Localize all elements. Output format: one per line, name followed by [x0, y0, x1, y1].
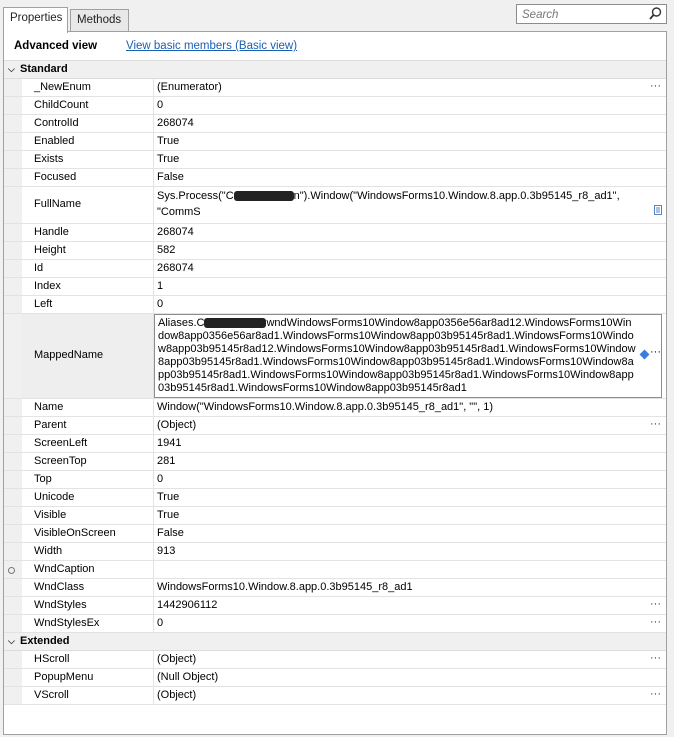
property-name: PopupMenu [34, 671, 94, 683]
property-row-left[interactable] [4, 296, 666, 314]
property-value[interactable]: 1442906112 [157, 599, 218, 611]
standard-rows-3 [4, 399, 666, 633]
property-name: VisibleOnScreen [34, 527, 116, 539]
property-name: ScreenTop [34, 455, 87, 467]
property-value[interactable]: Aliases.C wndWindowsForms10Window8app0356e56ar8ad12.WindowsForms10Window8app0356e56ar8ad1.WindowsForms10Window8app03b95145r8ad1.WindowsForms10Window8app03b95145r8ad12.WindowsForms10Window8app03b95145r8ad1.WindowsForms10Window8app03b95145r8ad1.WindowsForms10Window8app03b95145r8ad1.WindowsForms10Window8app03b95145r8ad1.WindowsForms10Window8app03b95145r8ad1.WindowsForms10Window8app03b95145r8ad1.WindowsForms10Window8app03b95145r8ad1 [154, 314, 662, 398]
property-value[interactable]: 0 [157, 298, 164, 310]
ellipsis-button[interactable]: ··· [650, 80, 661, 92]
property-name: ChildCount [34, 99, 89, 111]
property-row-id[interactable] [4, 260, 666, 278]
property-value[interactable]: WindowsForms10.Window.8.app.0.3b95145_r8_ad1 [157, 581, 413, 593]
property-name: FullName [34, 198, 82, 210]
property-name: Height [34, 244, 66, 256]
property-row-vscroll[interactable] [4, 687, 666, 705]
property-name: Handle [34, 226, 69, 238]
property-row-height[interactable] [4, 242, 666, 260]
property-value[interactable]: False [157, 171, 184, 183]
redacted-text [204, 318, 266, 328]
standard-rows-2 [4, 224, 666, 314]
property-value[interactable]: 0 [157, 617, 164, 629]
property-name: WndClass [34, 581, 85, 593]
property-name: WndStyles [34, 599, 87, 611]
property-name: Width [34, 545, 63, 557]
property-name: Top [34, 473, 52, 485]
category-standard[interactable] [4, 61, 666, 79]
property-row-exists[interactable] [4, 151, 666, 169]
property-value[interactable]: 268074 [157, 262, 194, 274]
property-name: ScreenLeft [34, 437, 88, 449]
property-row-screentop[interactable] [4, 453, 666, 471]
extended-rows [4, 651, 666, 705]
search-box[interactable] [516, 4, 667, 24]
property-row-top[interactable] [4, 471, 666, 489]
ellipsis-button[interactable]: ··· [650, 652, 661, 664]
document-icon[interactable] [654, 205, 662, 218]
property-name: ControlId [34, 117, 79, 129]
property-name: _NewEnum [34, 81, 91, 93]
category-label: Extended [20, 635, 70, 647]
ellipsis-button[interactable]: ··· [650, 688, 661, 700]
property-row-controlid[interactable] [4, 115, 666, 133]
property-name: Exists [34, 153, 64, 165]
property-row-wndcaption[interactable] [4, 561, 666, 579]
property-row-newenum[interactable] [4, 79, 666, 97]
property-row-index[interactable] [4, 278, 666, 296]
property-row-screenleft[interactable] [4, 435, 666, 453]
basic-view-link[interactable]: View basic members (Basic view) [126, 40, 298, 52]
dot-icon [8, 567, 15, 574]
property-value[interactable]: 1941 [157, 437, 182, 449]
property-value[interactable] [154, 561, 662, 578]
property-value[interactable]: (Object) [157, 653, 197, 665]
property-row-fullname[interactable] [4, 187, 666, 224]
property-row-wndclass[interactable] [4, 579, 666, 597]
tab-properties[interactable]: Properties [3, 7, 68, 33]
tab-methods[interactable]: Methods [70, 9, 129, 31]
property-value[interactable]: (Enumerator) [157, 81, 222, 93]
category-label: Standard [20, 63, 68, 75]
property-value[interactable]: Window("WindowsForms10.Window.8.app.0.3b95145_r8_ad1", "", 1) [157, 401, 494, 413]
property-value[interactable]: False [157, 527, 184, 539]
property-value[interactable]: Sys.Process("C n").Window("WindowsForms10.Window.8.app.0.3b95145_r8_ad1", "CommS [157, 190, 620, 218]
property-value[interactable]: True [157, 509, 180, 521]
search-icon[interactable] [649, 7, 662, 23]
property-name: Left [34, 298, 53, 310]
property-name: Parent [34, 419, 67, 431]
property-value[interactable]: True [157, 153, 180, 165]
property-name: Focused [34, 171, 77, 183]
property-row-wndstyles[interactable] [4, 597, 666, 615]
property-value[interactable]: (Object) [157, 689, 197, 701]
property-row-width[interactable] [4, 543, 666, 561]
property-row-parent[interactable] [4, 417, 666, 435]
property-row-childcount[interactable] [4, 97, 666, 115]
property-row-hscroll[interactable] [4, 651, 666, 669]
property-value[interactable]: 913 [157, 545, 176, 557]
property-row-handle[interactable] [4, 224, 666, 242]
property-row-wndstylesex[interactable] [4, 615, 666, 633]
property-row-mappedname[interactable] [4, 314, 666, 399]
standard-rows-1 [4, 79, 666, 187]
property-grid [4, 60, 666, 705]
property-name: MappedName [22, 314, 154, 398]
property-value[interactable]: 582 [157, 244, 176, 256]
property-value[interactable]: 0 [157, 99, 164, 111]
property-row-visible[interactable] [4, 507, 666, 525]
category-extended[interactable] [4, 633, 666, 651]
property-name: Id [34, 262, 44, 274]
property-value[interactable]: 268074 [157, 117, 194, 129]
property-value[interactable]: True [157, 135, 180, 147]
property-value[interactable]: 1 [157, 280, 164, 292]
property-value[interactable]: (Null Object) [157, 671, 219, 683]
view-bar [4, 32, 666, 60]
ellipsis-button[interactable]: ··· [650, 616, 661, 628]
advanced-view-title: Advanced view [14, 40, 98, 52]
property-row-focused[interactable] [4, 169, 666, 187]
property-value[interactable]: 0 [157, 473, 164, 485]
chevron-down-icon[interactable]: ⌵ [8, 636, 15, 646]
properties-panel [3, 31, 667, 735]
property-name: Unicode [34, 491, 75, 503]
property-name: Name [34, 401, 64, 413]
property-row-enabled[interactable] [4, 133, 666, 151]
property-row-unicode[interactable] [4, 489, 666, 507]
property-name: HScroll [34, 653, 70, 665]
property-name: VScroll [34, 689, 69, 701]
property-name: WndStylesEx [34, 617, 100, 629]
ellipsis-button[interactable]: ··· [650, 418, 661, 430]
property-name: Visible [34, 509, 67, 521]
property-row-visibleonscreen[interactable] [4, 525, 666, 543]
property-row-name[interactable] [4, 399, 666, 417]
property-value[interactable]: True [157, 491, 180, 503]
property-name: WndCaption [22, 561, 154, 578]
property-name: Enabled [34, 135, 75, 147]
property-value[interactable]: 281 [157, 455, 176, 467]
ellipsis-button[interactable]: ··· [650, 346, 661, 358]
chevron-down-icon[interactable]: ⌵ [8, 64, 15, 74]
search-input[interactable] [520, 6, 646, 24]
property-value[interactable]: 268074 [157, 226, 194, 238]
property-row-popupmenu[interactable] [4, 669, 666, 687]
property-name: Index [34, 280, 61, 292]
ellipsis-button[interactable]: ··· [650, 598, 661, 610]
redacted-text [234, 191, 294, 201]
property-value[interactable]: (Object) [157, 419, 197, 431]
